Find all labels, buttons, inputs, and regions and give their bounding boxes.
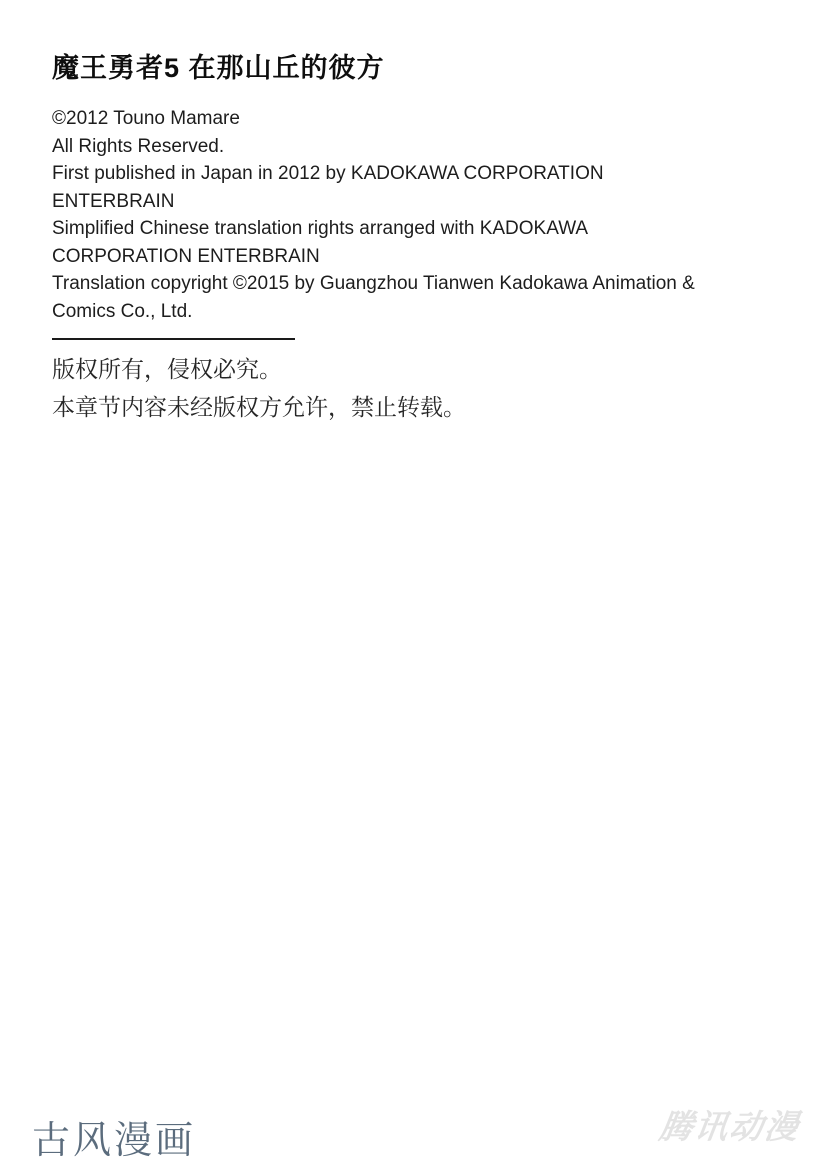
copyright-line: Simplified Chinese translation rights arranged with KADOKAWA: [52, 218, 589, 239]
copyright-line: CORPORATION ENTERBRAIN: [52, 245, 320, 267]
copyright-line: First published in Japan in 2012 by KADOKAWA CORPORATION: [52, 163, 604, 184]
copyright-line: All Rights Reserved.: [52, 135, 225, 157]
divider-line: [52, 338, 295, 340]
copyright-block: [52, 105, 780, 325]
copyright-line: Comics Co., Ltd.: [52, 300, 193, 322]
copyright-content: [52, 52, 780, 426]
rights-notice-block: [52, 351, 780, 426]
rights-notice-line: 本章节内容未经版权方允许，禁止转载。: [52, 393, 466, 420]
copyright-line: ©2012 Touno Mamare: [52, 108, 240, 129]
tencent-comics-watermark: 腾讯动漫: [657, 1108, 803, 1145]
copyright-line: Translation copyright ©2015 by Guangzhou Tianwen Kadokawa Animation &: [52, 273, 695, 294]
gufeng-manhua-watermark: 古风漫画: [32, 1118, 197, 1162]
copyright-line: ENTERBRAIN: [52, 190, 175, 212]
page-title: 魔王勇者5 在那山丘的彼方: [52, 53, 385, 83]
rights-notice-line: 版权所有，侵权必究。: [52, 356, 282, 382]
